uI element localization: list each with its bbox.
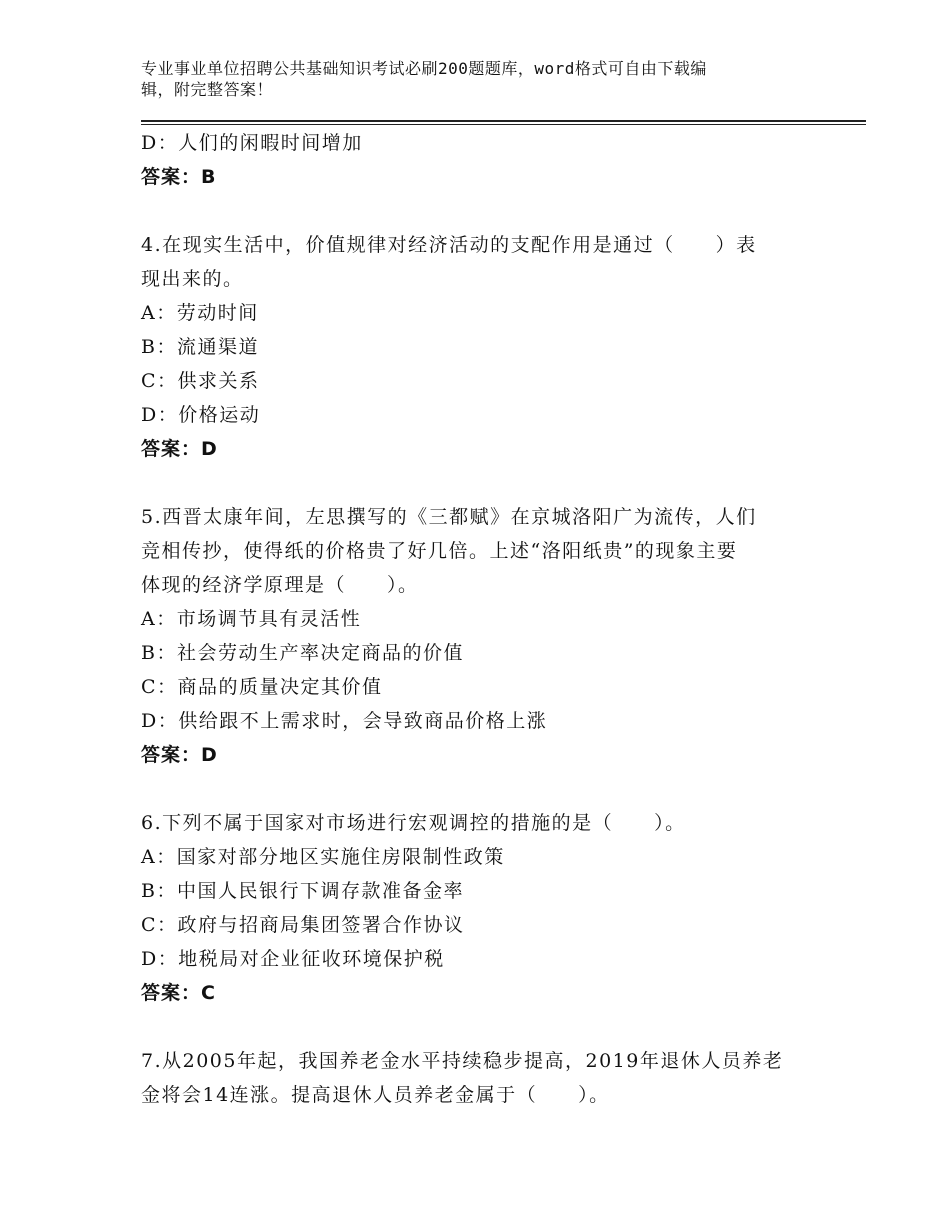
q6-option-a: A：国家对部分地区实施住房限制性政策 (141, 846, 505, 868)
q7-stem-line-1: 7.从2005年起，我国养老金水平持续稳步提高，2019年退休人员养老 (141, 1050, 784, 1072)
q5-stem-line-3: 体现的经济学原理是（ ）。 (141, 574, 419, 596)
q4-option-c: C：供求关系 (141, 370, 260, 392)
q3-answer: 答案：B (141, 166, 217, 188)
q5-option-b: B：社会劳动生产率决定商品的价值 (141, 642, 464, 664)
q4-answer: 答案：D (141, 438, 218, 460)
q6-option-c: C：政府与招商局集团签署合作协议 (141, 914, 465, 936)
q4-option-b: B：流通渠道 (141, 336, 259, 358)
q6-stem-line-1: 6.下列不属于国家对市场进行宏观调控的措施的是（ ）。 (141, 812, 686, 834)
page-header (141, 58, 801, 100)
question-4 (141, 228, 821, 466)
q5-stem-line-1: 5.西晋太康年间，左思撰写的《三都赋》在京城洛阳广为流传，人们 (141, 506, 757, 528)
question-6 (141, 806, 821, 1010)
q6-option-d: D：地税局对企业征收环境保护税 (141, 948, 445, 970)
q5-stem-line-2: 竞相传抄，使得纸的价格贵了好几倍。上述“洛阳纸贵”的现象主要 (141, 540, 738, 562)
q4-stem-line-1: 4.在现实生活中，价值规律对经济活动的支配作用是通过（ ）表 (141, 234, 757, 256)
q5-option-c: C：商品的质量决定其价值 (141, 676, 383, 698)
header-line-1: 专业事业单位招聘公共基础知识考试必刷200题题库，word格式可自由下载编 (141, 59, 707, 78)
header-rule-thin (141, 124, 866, 125)
q6-option-b: B：中国人民银行下调存款准备金率 (141, 880, 464, 902)
header-line-2: 辑，附完整答案！ (141, 80, 274, 99)
q5-option-d: D：供给跟不上需求时，会导致商品价格上涨 (141, 710, 548, 732)
question-list (141, 126, 821, 1112)
question-7 (141, 1044, 821, 1112)
q4-option-d: D：价格运动 (141, 404, 261, 426)
q4-option-a: A：劳动时间 (141, 302, 259, 324)
q4-stem-line-2: 现出来的。 (141, 268, 244, 290)
q6-answer: 答案：C (141, 982, 216, 1004)
question-5 (141, 500, 821, 772)
q3-option-d: D：人们的闲暇时间增加 (141, 132, 363, 154)
q5-option-a: A：市场调节具有灵活性 (141, 608, 362, 630)
q5-answer: 答案：D (141, 744, 218, 766)
header-rule-thick (141, 120, 866, 122)
q7-stem-line-2: 金将会14连涨。提高退休人员养老金属于（ ）。 (141, 1084, 610, 1106)
